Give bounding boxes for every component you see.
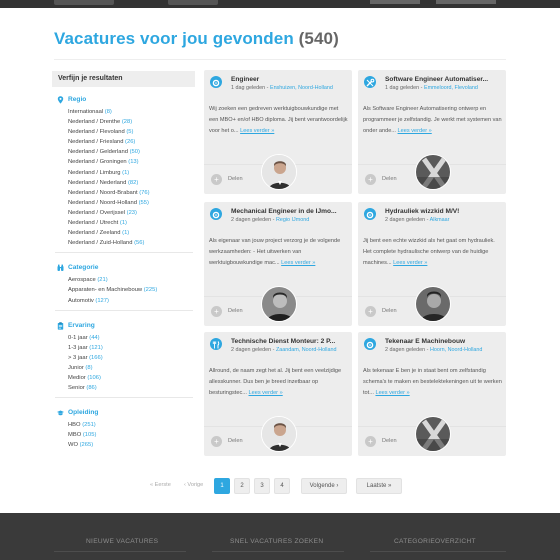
filter-item-label: HBO — [68, 422, 81, 429]
job-description — [209, 236, 348, 269]
section-divider — [55, 252, 193, 253]
filter-item[interactable] — [68, 218, 195, 228]
pagination-last[interactable]: Laatste » — [356, 478, 402, 494]
recruiter-avatar — [261, 154, 297, 190]
title-divider — [54, 59, 506, 60]
job-title[interactable]: Hydrauliek wizzkid M/V! — [385, 208, 460, 215]
filter-item-count: (23) — [126, 209, 137, 216]
filter-item-count: (8) — [104, 109, 112, 115]
share-label[interactable]: Delen — [228, 308, 243, 314]
job-location[interactable]: Hoorn, Noord-Holland — [429, 347, 483, 353]
filter-item[interactable] — [68, 383, 195, 393]
pagination-page-1[interactable]: 1 — [214, 478, 230, 494]
job-title[interactable]: Mechanical Engineer in de IJmo... — [231, 208, 337, 215]
filter-item-count: (1) — [122, 169, 130, 176]
job-card[interactable] — [204, 332, 352, 456]
filter-section-regio — [52, 95, 195, 253]
job-description — [363, 236, 502, 269]
filter-item[interactable] — [68, 208, 195, 218]
filter-item[interactable] — [68, 373, 195, 383]
job-location[interactable]: Emmeloord, Flevoland — [423, 85, 478, 91]
section-divider — [55, 397, 193, 398]
filter-item[interactable] — [68, 117, 195, 127]
job-meta — [385, 347, 503, 353]
job-title[interactable]: Technische Dienst Monteur: 2 P... — [231, 338, 336, 345]
filter-item-label: WO — [68, 442, 78, 449]
filter-item[interactable] — [68, 157, 195, 167]
share-label[interactable]: Delen — [228, 176, 243, 182]
filter-item-count: (50) — [129, 149, 140, 156]
share-label[interactable]: Delen — [228, 438, 243, 444]
filter-item-count: (56) — [134, 240, 145, 247]
filter-section-title — [52, 408, 195, 418]
job-meta — [231, 347, 349, 353]
job-meta — [231, 217, 349, 223]
pagination-page-3[interactable]: 3 — [254, 478, 270, 494]
share-label[interactable]: Delen — [382, 308, 397, 314]
footer-divider — [212, 551, 344, 552]
job-date: 2 dagen geleden - — [231, 347, 276, 353]
filter-section-label: Ervaring — [68, 321, 95, 329]
filter-item-label: Medior — [68, 374, 86, 381]
job-meta — [385, 217, 503, 223]
job-card[interactable] — [204, 202, 352, 326]
filter-item-count: (5) — [126, 129, 134, 136]
pagination-first[interactable]: « Eerste — [150, 482, 171, 488]
share-icon[interactable]: + — [211, 306, 222, 317]
filter-item[interactable] — [68, 343, 195, 353]
filter-item-count: (251) — [82, 422, 96, 429]
binoculars-icon — [57, 264, 64, 272]
job-title[interactable]: Tekenaar E Machinebouw — [385, 338, 466, 345]
top-search-field[interactable] — [54, 0, 114, 5]
filter-item-label: MBO — [68, 432, 82, 439]
filter-list — [52, 107, 195, 248]
filter-item[interactable] — [68, 430, 195, 440]
filter-section-title — [52, 321, 195, 331]
share-label[interactable]: Delen — [382, 176, 397, 182]
filter-item[interactable] — [68, 353, 195, 363]
filter-item-count: (121) — [89, 344, 103, 351]
filter-item-count: (13) — [128, 159, 139, 166]
job-card[interactable] — [204, 70, 352, 194]
job-description-text: Als eigenaar van jouw project verzorg je de volgende werkzaamheden: - Het uitwerken van werktuigbouwkundige mac... — [209, 238, 341, 266]
job-date: 1 dag geleden - — [231, 85, 270, 91]
filter-item[interactable] — [68, 168, 195, 178]
filter-item-label: Nederland / Gelderland — [68, 149, 128, 156]
job-location[interactable]: Regio IJmond — [275, 217, 310, 223]
pagination-prev[interactable]: ‹ Vorige — [184, 482, 204, 488]
gear-icon — [210, 208, 222, 220]
filter-item-count: (225) — [143, 287, 158, 294]
filter-item[interactable] — [68, 137, 195, 147]
filter-item-label: Apparaten- en Machinebouw — [68, 287, 143, 294]
read-more-link[interactable]: Lees verder » — [248, 390, 283, 396]
filter-item[interactable] — [68, 127, 195, 137]
recruiter-avatar — [415, 286, 451, 322]
read-more-link[interactable]: Lees verder » — [397, 128, 432, 134]
share-icon[interactable]: + — [365, 174, 376, 185]
job-description — [363, 104, 502, 137]
filter-item-label: Nederland / Utrecht — [68, 220, 119, 227]
filter-item-label: Nederland / Groningen — [68, 159, 127, 166]
filter-item-count: (127) — [95, 297, 109, 304]
filter-section-title — [52, 263, 195, 273]
filter-item-count: (265) — [79, 442, 94, 449]
gear-icon — [364, 208, 376, 220]
filter-section-label: Categorie — [68, 264, 99, 272]
footer-heading-categorieoverzicht[interactable]: CATEGORIEOVERZICHT — [394, 538, 476, 545]
company-logo-avatar — [415, 154, 451, 190]
filter-item-label: Nederland / Overijssel — [68, 209, 126, 216]
filter-item-label: Nederland / Noord-Brabant — [68, 189, 138, 196]
top-login-link[interactable] — [370, 0, 420, 4]
filter-section-label: Regio — [68, 96, 87, 103]
filter-item-count: (86) — [86, 385, 97, 392]
result-count: (540) — [298, 29, 339, 48]
filter-item-label: Nederland / Nederland — [68, 179, 127, 186]
filter-item-label: 1-3 jaar — [68, 344, 88, 351]
page-title-text: Vacatures voor jou gevonden — [54, 29, 294, 48]
share-icon[interactable]: + — [365, 436, 376, 447]
filter-item[interactable] — [68, 420, 195, 430]
filter-item-count: (21) — [97, 277, 108, 284]
filter-item-count: (1) — [122, 230, 130, 237]
pagination-page-2[interactable]: 2 — [234, 478, 250, 494]
filter-item[interactable] — [68, 238, 195, 248]
filter-item-count: (76) — [139, 189, 150, 196]
filter-item-label: Nederland / Friesland — [68, 139, 124, 146]
filter-section-ervaring — [52, 321, 195, 399]
filter-item[interactable] — [68, 107, 195, 117]
filter-item[interactable] — [68, 333, 195, 343]
footer-heading-snel-zoeken[interactable]: SNEL VACATURES ZOEKEN — [230, 538, 324, 545]
filter-item[interactable] — [68, 275, 195, 285]
job-location[interactable]: Alkmaar — [429, 217, 450, 223]
filter-item[interactable] — [68, 440, 195, 450]
job-description-text: Als Software Engineer Automatisering ontwerp en programmeer je zelfstandig. Je werkt met systemen van onder ande... — [363, 106, 502, 134]
job-date: 2 dagen geleden - — [231, 217, 276, 223]
filter-item-count: (44) — [89, 334, 100, 341]
job-meta — [385, 85, 503, 91]
filter-item-label: > 3 jaar — [68, 354, 88, 361]
filter-item-count: (8) — [85, 364, 93, 371]
job-location[interactable]: Enshuizen, Noord-Holland — [269, 85, 333, 91]
pagination — [140, 478, 460, 494]
filter-item[interactable] — [68, 198, 195, 208]
filter-item-count: (106) — [87, 374, 101, 381]
job-description-text: Jij bent een echte wizzkid als het gaat om hydrauliek. Het complete hydraulische ontwerp van de huidige machines... — [363, 238, 495, 266]
filter-section-categorie — [52, 263, 195, 310]
filter-item-count: (82) — [127, 179, 139, 186]
gear-icon — [210, 76, 222, 88]
filter-item[interactable] — [68, 363, 195, 373]
pagination-next[interactable]: Volgende › — [301, 478, 347, 494]
top-register-link[interactable] — [436, 0, 496, 4]
filter-item[interactable] — [68, 178, 195, 188]
job-description — [363, 366, 502, 399]
footer-divider — [370, 551, 506, 552]
job-location[interactable]: Zaandam, Noord-Holland — [275, 347, 337, 353]
footer-divider — [54, 551, 186, 552]
filter-item[interactable] — [68, 228, 195, 238]
filter-sidebar — [52, 71, 195, 450]
job-title[interactable]: Engineer — [231, 76, 260, 83]
top-search-button[interactable] — [168, 0, 218, 5]
site-footer — [0, 513, 560, 560]
section-divider — [55, 310, 193, 311]
read-more-link[interactable]: Lees verder » — [375, 390, 410, 396]
page-title — [54, 29, 339, 49]
job-card[interactable] — [358, 332, 506, 456]
share-icon[interactable]: + — [365, 306, 376, 317]
filter-item-label: Junior — [68, 364, 84, 371]
tools-icon — [364, 76, 376, 88]
filter-item-label: Senior — [68, 385, 85, 392]
footer-heading-nieuwe-vacatures[interactable]: NIEUWE VACATURES — [86, 538, 159, 545]
filter-list — [52, 333, 195, 394]
filter-item-count: (1) — [119, 220, 127, 227]
filter-section-opleiding — [52, 408, 195, 450]
read-more-link[interactable]: Lees verder » — [240, 128, 275, 134]
filter-item-label: Nederland / Noord-Holland — [68, 199, 137, 206]
job-date: 2 dagen geleden - — [385, 347, 430, 353]
filter-section-title — [52, 95, 195, 105]
top-navigation-bar — [0, 0, 560, 8]
job-description — [209, 104, 348, 137]
filter-item-count: (28) — [121, 119, 133, 126]
share-icon[interactable]: + — [211, 436, 222, 447]
job-card[interactable] — [358, 70, 506, 194]
filter-item-label: Automotiv — [68, 297, 94, 304]
clipboard-icon — [57, 322, 64, 330]
filter-item[interactable] — [68, 285, 195, 295]
share-label[interactable]: Delen — [382, 438, 397, 444]
filter-list — [52, 420, 195, 450]
recruiter-avatar — [261, 416, 297, 452]
filter-item-label: Nederland / Drenthe — [68, 119, 121, 126]
filter-item-label: Internationaal — [68, 109, 104, 115]
job-date: 1 dag geleden - — [385, 85, 424, 91]
read-more-link[interactable]: Lees verder » — [281, 260, 316, 266]
filter-item-label: 0-1 jaar — [68, 334, 88, 341]
pagination-page-4[interactable]: 4 — [274, 478, 290, 494]
gear-icon — [364, 338, 376, 350]
filter-item-count: (166) — [89, 354, 103, 361]
filter-item-count: (26) — [125, 139, 136, 146]
filter-item[interactable] — [68, 188, 195, 198]
filter-item-label: Nederland / Limburg — [68, 169, 121, 176]
filter-list — [52, 275, 195, 305]
job-description-text: Wij zoeken een gedreven werktuigbouwkundige met een MBO+ en/of HBO diploma. Jij bent verantwoordelijk voor het o... — [209, 106, 348, 134]
job-title[interactable]: Software Engineer Automatiser... — [385, 76, 489, 83]
company-logo-avatar — [415, 416, 451, 452]
job-date: 2 dagen geleden - — [385, 217, 430, 223]
filter-item-label: Nederland / Zeeland — [68, 230, 121, 237]
location-pin-icon — [57, 96, 64, 104]
job-description — [209, 366, 348, 399]
filter-item-count: (105) — [82, 432, 97, 439]
graduation-cap-icon — [57, 409, 64, 417]
share-icon[interactable]: + — [211, 174, 222, 185]
fork-knife-icon — [210, 338, 222, 350]
job-meta — [231, 85, 349, 91]
filter-item[interactable] — [68, 147, 195, 157]
job-description-text: Allround, de naam zegt het al. Jij bent een veelzijdige allesskunner. Dus ben je breed inzetbaar op besturingstec... — [209, 368, 342, 396]
filter-item-label: Nederland / Flevoland — [68, 129, 125, 136]
read-more-link[interactable]: Lees verder » — [393, 260, 428, 266]
filter-item-count: (55) — [138, 199, 149, 206]
filter-item-label: Nederland / Zuid-Holland — [68, 240, 133, 247]
filter-item[interactable] — [68, 296, 195, 306]
filter-item-label: Aerospace — [68, 277, 96, 284]
recruiter-avatar — [261, 286, 297, 322]
job-card[interactable] — [358, 202, 506, 326]
filter-section-label: Opleiding — [68, 409, 99, 417]
job-description-text: Als tekenaar E ben je in staat bent om zelfstandig schema's te maken en bestelektekeningen uit te werken tot... — [363, 368, 502, 396]
filter-heading: Verfijn je resultaten — [52, 71, 195, 87]
